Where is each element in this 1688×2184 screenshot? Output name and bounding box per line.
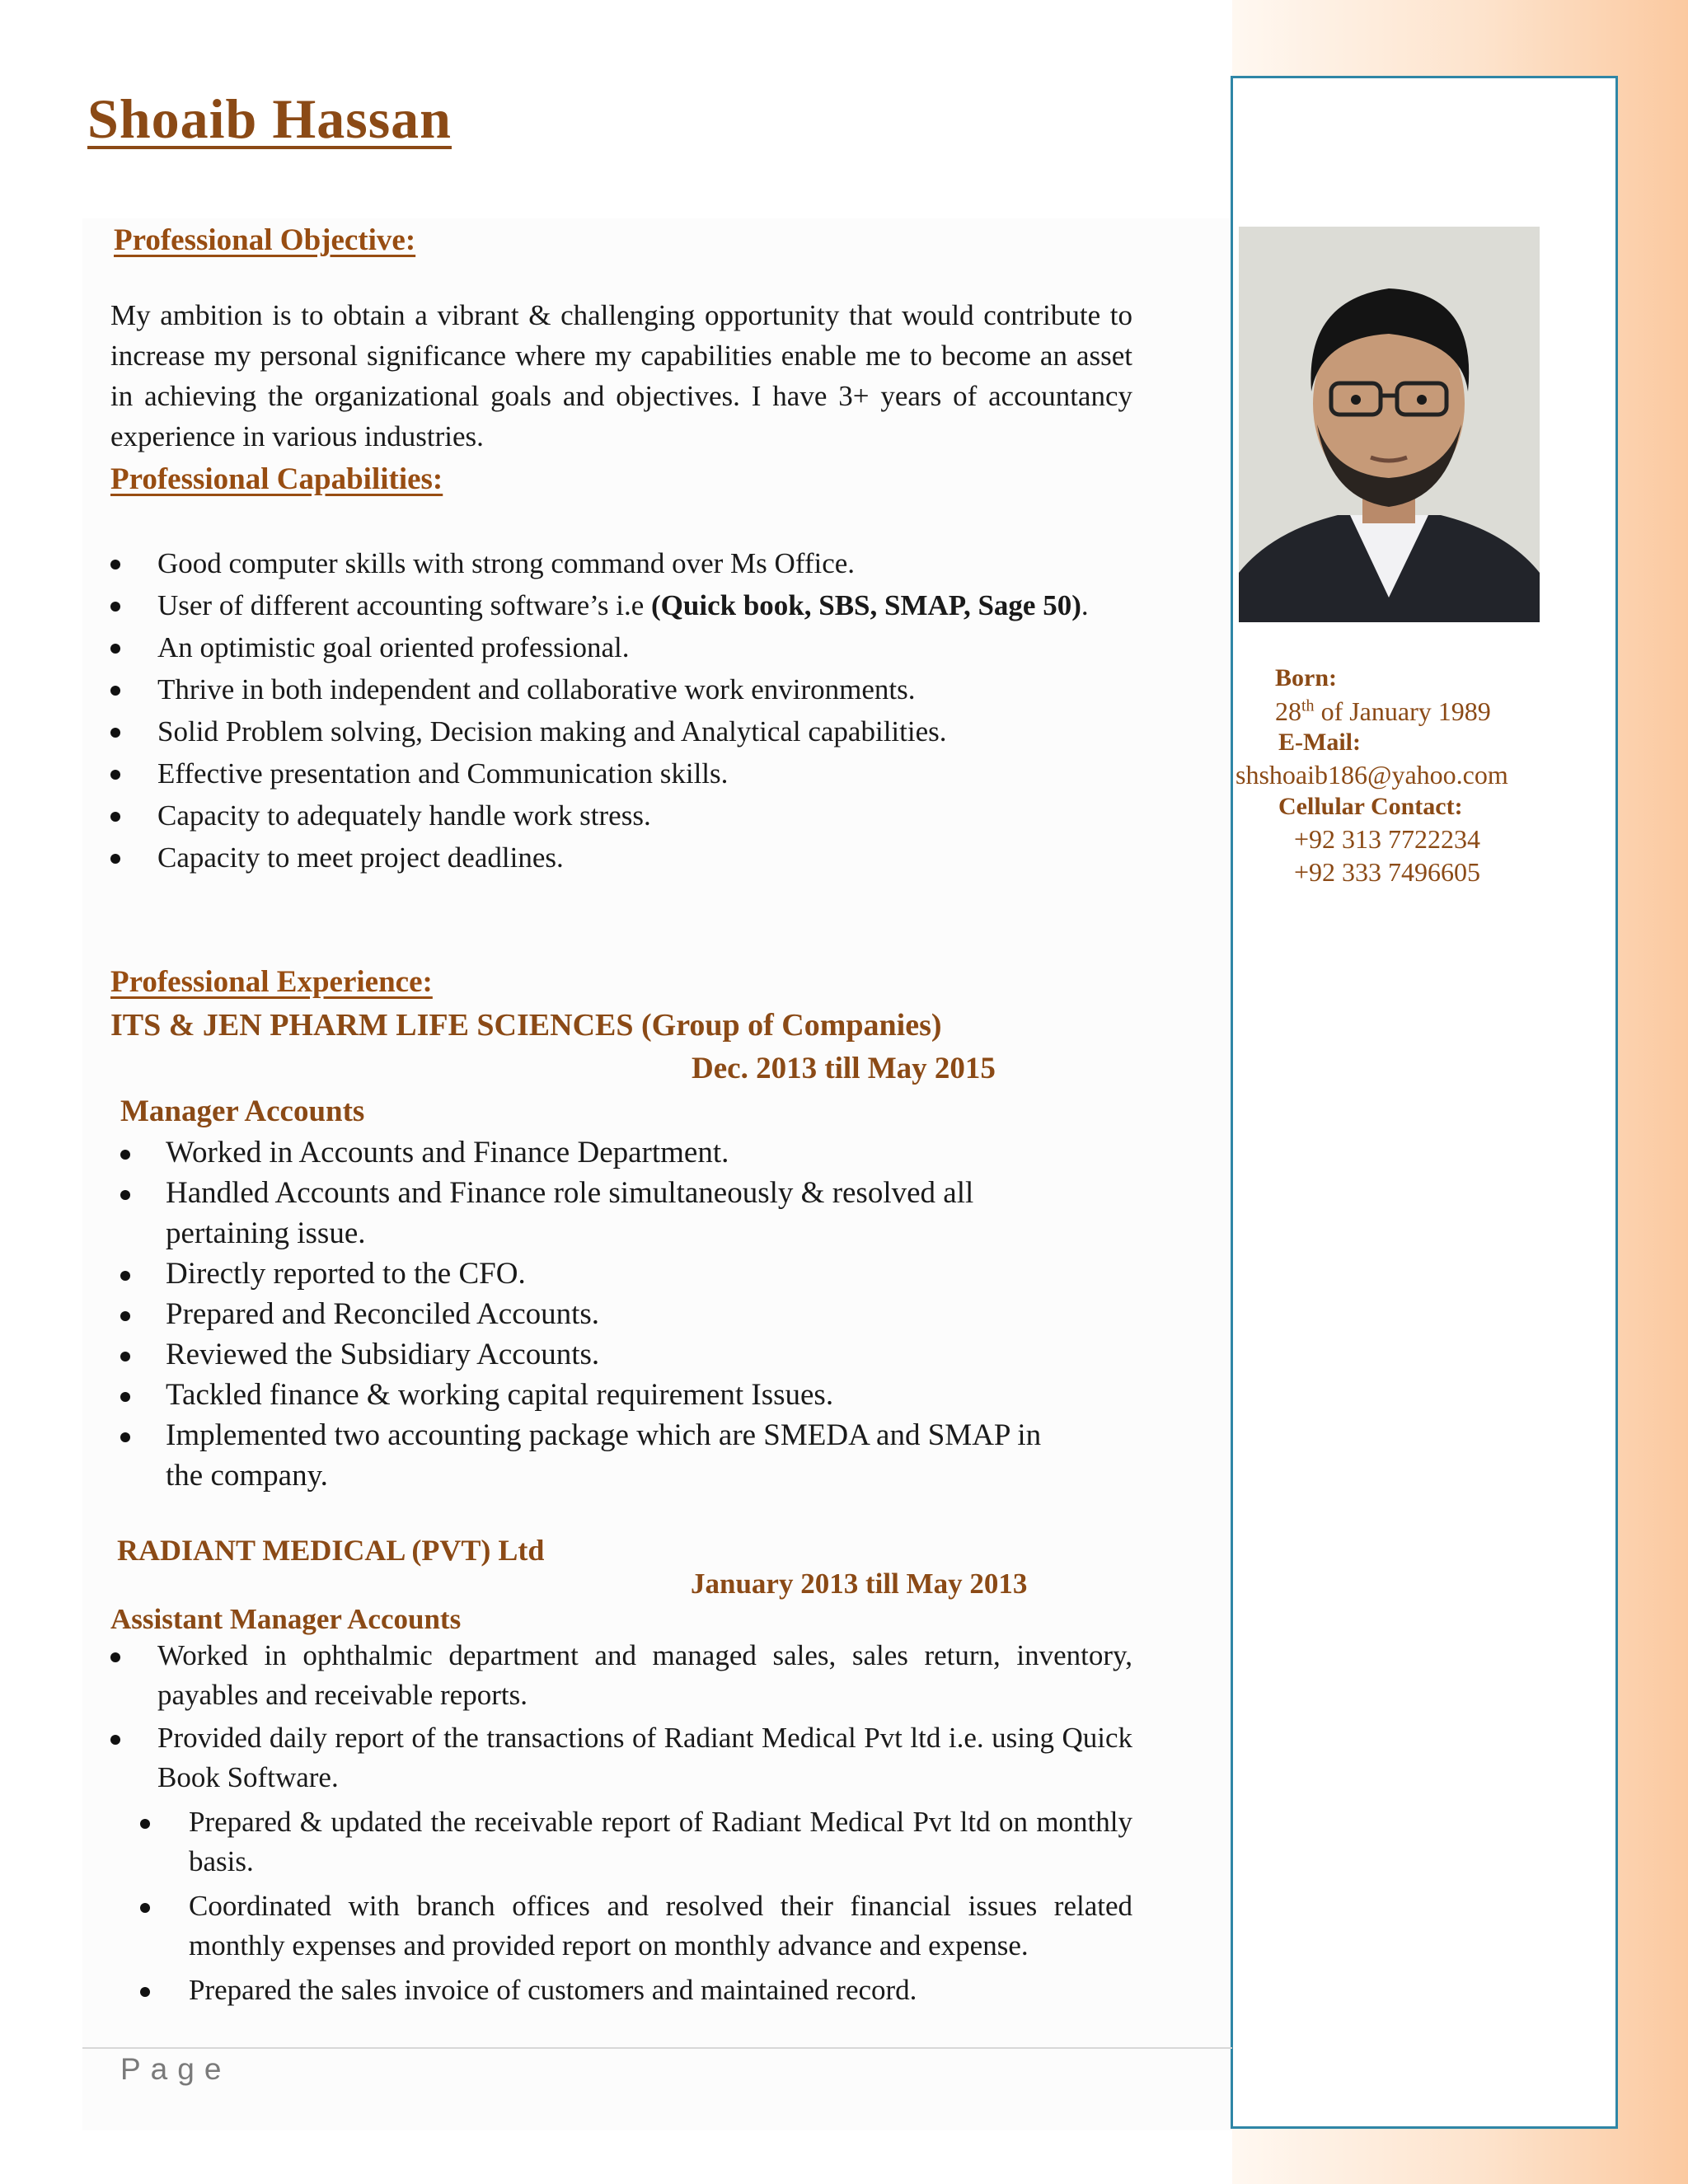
job-role: Manager Accounts xyxy=(120,1094,365,1128)
list-item: User of different accounting software’s i.e (Quick book, SBS, SMAP, Sage 50). xyxy=(110,586,1137,625)
list-item: Capacity to meet project deadlines. xyxy=(110,838,1137,877)
experience-heading: Professional Experience: xyxy=(110,965,433,999)
company-name: ITS & JEN PHARM LIFE SCIENCES (Group of Companies) xyxy=(110,1008,942,1043)
list-item: Handled Accounts and Finance role simultaneously & resolved all pertaining issue. xyxy=(120,1173,1052,1254)
capabilities-list xyxy=(110,544,1137,880)
job-role: Assistant Manager Accounts xyxy=(110,1603,462,1635)
job-duties-list xyxy=(120,1132,1052,1496)
list-item: Prepared the sales invoice of customers and maintained record. xyxy=(110,1971,1132,2010)
job-duties-list xyxy=(110,1636,1132,2013)
list-item: Thrive in both independent and collaborative work environments. xyxy=(110,670,1137,709)
list-item: Worked in ophthalmic department and managed sales, sales return, inventory, payables and receivable reports. xyxy=(110,1636,1132,1715)
born-date: 28th of January 1989 xyxy=(1275,696,1491,726)
job-dates: Dec. 2013 till May 2015 xyxy=(692,1052,996,1085)
objective-heading: Professional Objective: xyxy=(114,223,416,257)
list-item: Provided daily report of the transactions of Radiant Medical Pvt ltd i.e. using Quick Book Software. xyxy=(110,1718,1132,1797)
born-label: Born: xyxy=(1275,664,1337,691)
objective-text: My ambition is to obtain a vibrant & challenging opportunity that would contribute to increase my personal significance where my capabilities enable me to become an asset in achieving the organizational goals and objectives. I have 3+ years of accountancy experience in various industries. xyxy=(110,299,1132,452)
list-item: Worked in Accounts and Finance Department. xyxy=(120,1132,1052,1173)
list-item: Directly reported to the CFO. xyxy=(120,1254,1052,1294)
list-item: Coordinated with branch offices and resolved their financial issues related monthly expenses and provided report on monthly advance and expense. xyxy=(110,1886,1132,1966)
page-label: Page xyxy=(120,2052,232,2086)
list-item: An optimistic goal oriented professional. xyxy=(110,628,1137,667)
list-item: Good computer skills with strong command over Ms Office. xyxy=(110,544,1137,583)
job-dates: January 2013 till May 2013 xyxy=(691,1568,1028,1600)
profile-photo xyxy=(1239,227,1540,622)
email-address[interactable]: shshoaib186@yahoo.com xyxy=(1236,760,1508,790)
company-name: RADIANT MEDICAL (PVT) Ltd xyxy=(117,1534,545,1567)
list-item: Implemented two accounting package which are SMEDA and SMAP in the company. xyxy=(120,1415,1052,1496)
list-item: Tackled finance & working capital requirement Issues. xyxy=(120,1375,1052,1415)
list-item: Prepared and Reconciled Accounts. xyxy=(120,1294,1052,1334)
list-item: Prepared & updated the receivable report of Radiant Medical Pvt ltd on monthly basis. xyxy=(110,1802,1132,1882)
list-item: Solid Problem solving, Decision making and Analytical capabilities. xyxy=(110,712,1137,751)
list-item: Effective presentation and Communication skills. xyxy=(110,754,1137,793)
list-item: Capacity to adequately handle work stress. xyxy=(110,796,1137,835)
capabilities-heading: Professional Capabilities: xyxy=(110,462,443,496)
portrait-illustration xyxy=(1239,227,1540,622)
phone-number: +92 333 7496605 xyxy=(1294,857,1481,887)
email-label: E-Mail: xyxy=(1278,729,1361,756)
cellular-label: Cellular Contact: xyxy=(1278,793,1463,820)
list-item: Reviewed the Subsidiary Accounts. xyxy=(120,1334,1052,1375)
software-list: (Quick book, SBS, SMAP, Sage 50) xyxy=(651,589,1081,621)
footer-divider xyxy=(82,2047,1232,2049)
candidate-name: Shoaib Hassan xyxy=(87,87,452,150)
phone-number: +92 313 7722234 xyxy=(1294,824,1481,854)
